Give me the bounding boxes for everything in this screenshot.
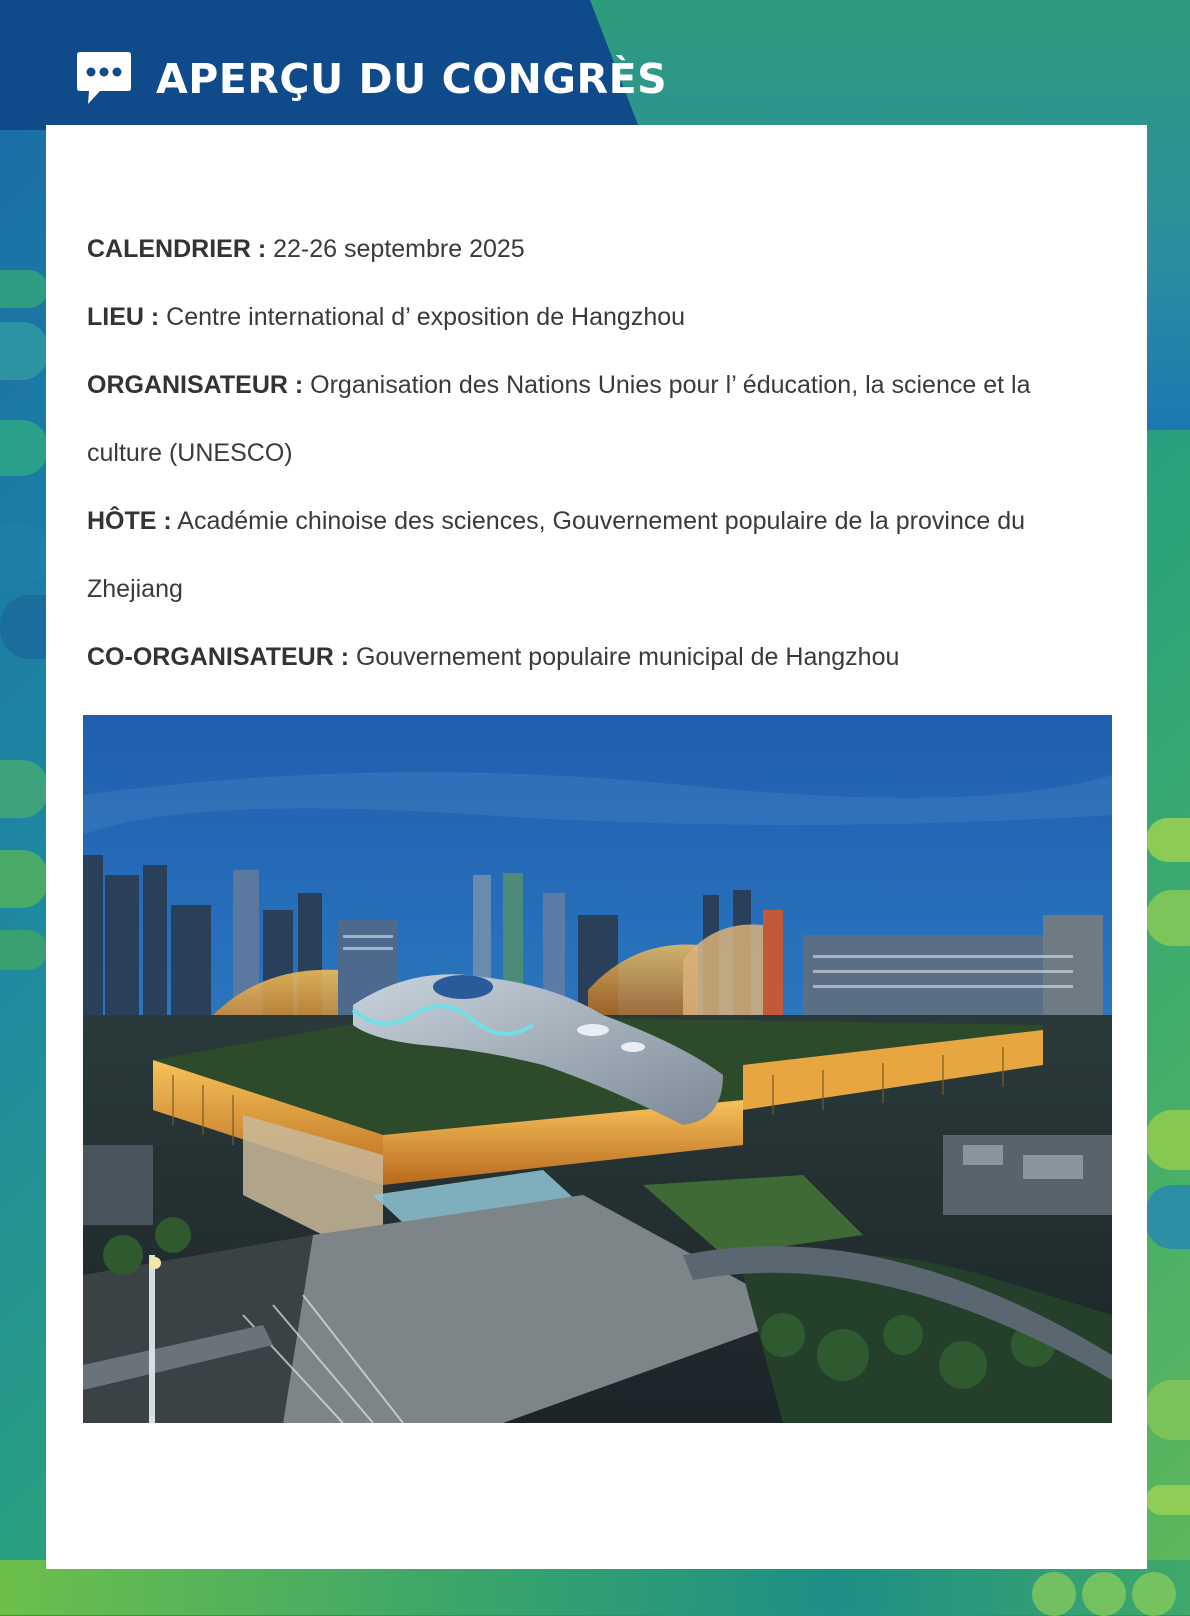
- decor-left-block: [0, 322, 48, 380]
- host-value: Académie chinoise des sciences, Gouvernement populaire de la province du: [177, 507, 1026, 535]
- decor-right-block: [1146, 1185, 1190, 1249]
- calendar-row: [87, 215, 1107, 283]
- host-row: [87, 487, 1107, 555]
- decor-left-block: [0, 420, 48, 476]
- organizer-value: Organisation des Nations Unies pour l’ éducation, la science et la: [310, 371, 1031, 399]
- co-organizer-label: CO-ORGANISATEUR :: [87, 643, 350, 671]
- organizer-label: ORGANISATEUR :: [87, 371, 304, 399]
- host-label: HÔTE :: [87, 507, 172, 535]
- congress-details: [87, 215, 1107, 691]
- content-card: [46, 125, 1147, 1569]
- decor-right-block: [1146, 1380, 1190, 1440]
- decor-dot: [1082, 1572, 1126, 1616]
- decor-dot: [1132, 1572, 1176, 1616]
- page-title: APERÇU DU CONGRÈS: [156, 55, 668, 103]
- decor-left-block: [0, 270, 48, 308]
- decor-right-block: [1146, 890, 1190, 946]
- venue-photo: [83, 715, 1112, 1423]
- decor-left-block: [0, 525, 48, 585]
- organizer-row-continued: [87, 419, 1107, 487]
- decor-right-block: [1146, 1110, 1190, 1170]
- decor-dot: [1032, 1572, 1076, 1616]
- venue-value: Centre international d’ exposition de Hangzhou: [166, 303, 686, 331]
- organizer-value-continued: culture (UNESCO): [87, 439, 293, 467]
- host-value-continued: Zhejiang: [87, 575, 183, 603]
- decor-left-block: [0, 930, 48, 970]
- section-header: [76, 48, 667, 110]
- decor-right-block: [1146, 1485, 1190, 1515]
- decor-left-block: [0, 760, 48, 818]
- co-organizer-row: [87, 623, 1107, 691]
- decor-left-block: [0, 595, 48, 659]
- decor-right-block: [1146, 818, 1190, 862]
- decor-left-block: [0, 850, 48, 908]
- calendar-value: 22-26 septembre 2025: [273, 235, 525, 263]
- host-row-continued: [87, 555, 1107, 623]
- venue-row: [87, 283, 1107, 351]
- co-organizer-value: Gouvernement populaire municipal de Hangzhou: [355, 643, 900, 671]
- venue-label: LIEU :: [87, 303, 160, 331]
- chat-bubble-icon: [76, 50, 132, 108]
- calendar-label: CALENDRIER :: [87, 235, 267, 263]
- organizer-row: [87, 351, 1107, 419]
